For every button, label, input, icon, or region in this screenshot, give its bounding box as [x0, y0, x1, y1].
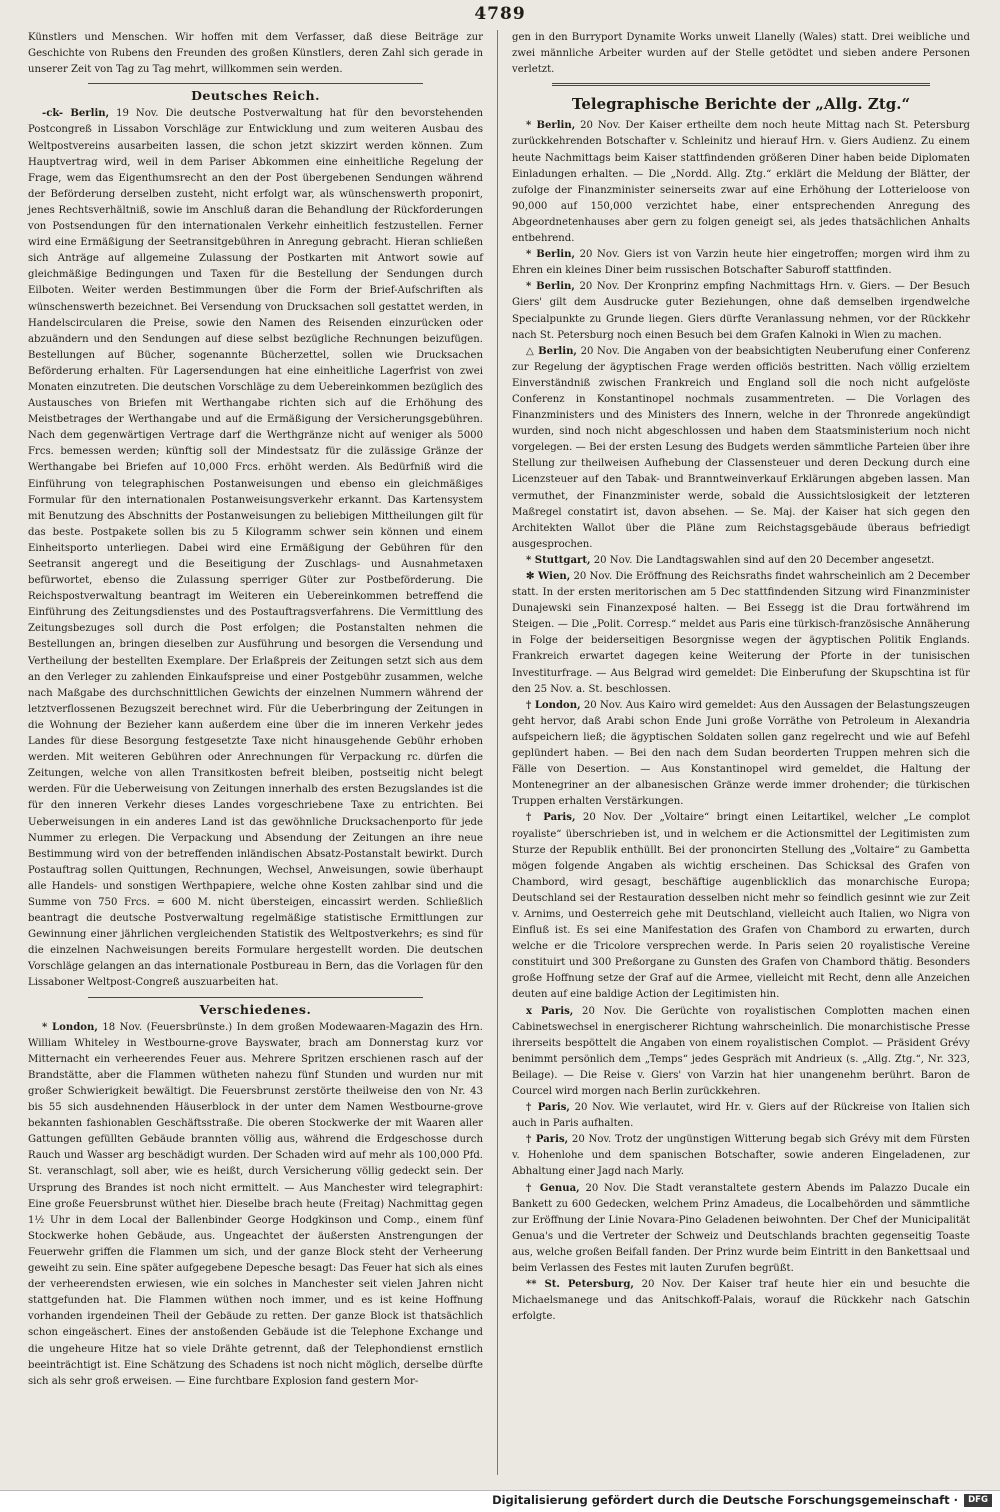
- dateline-place: ✻ Wien,: [526, 571, 571, 582]
- telegraph-report: [512, 1181, 970, 1278]
- section-heading-telegraphische-berichte: Telegraphische Berichte der „Allg. Ztg.“: [571, 95, 911, 114]
- left-intro-paragraph: Künstlers und Menschen. Wir hoffen mit dem Verfasser, daß diese Beiträge zur Geschichte von Rubens den Freunden des großen Künstlers, deren Zahl sich gerade in unserer Zeit von Tag zu Tag mehrt, willkommen sein werden.: [28, 32, 483, 76]
- telegraph-report: [512, 553, 970, 569]
- telegraph-report: [512, 569, 970, 698]
- report-body: 20 Nov. Die Eröffnung des Reichsraths findet wahrscheinlich am 2 December statt. In der ersten meritorischen am 5 Dec stattfindenden Sitzung wird Finanzminister Dunajewski sein Finanzexposé halten. — Bei Essegg ist die Drau fortwährend im Steigen. — Die „Polit. Corresp.“ meldet aus Paris eine türkisch-französische Annäherung in Folge der beiderseitigen Besorgnisse wegen der ägyptischen Politik Englands. Frankreich erwartet dagegen keine Weiterung der Pforte in der tunisischen Investiturfrage. — Aus Belgrad wird gemeldet: Die Einberufung der Skupschtina ist für den 25 Nov. a. St. beschlossen.: [512, 571, 970, 695]
- dateline-place: * Berlin,: [526, 281, 575, 293]
- dateline-place: * Berlin,: [526, 249, 575, 261]
- dateline-place: † Paris,: [526, 812, 576, 824]
- telegraph-report: [512, 698, 970, 811]
- dateline-place: † London,: [526, 699, 581, 711]
- dfg-logo: DFG: [964, 1494, 992, 1507]
- telegraph-report: [512, 1004, 970, 1101]
- report-body: 20 Nov. Aus Kairo wird gemeldet: Aus den Aussagen der Belastungszeugen geht hervor, daß Arabi schon Ende Juni große Vorräthe von Petroleum in Alexandria aufspeichern ließ; die ägyptischen Soldaten sollen ganz regelrecht und wie auf Befehl geplündert haben. — Bei den nach dem Sudan beorderten Truppen mehren sich die Fälle von Desertion. — Aus Konstantinopel wird gemeldet, die Haltung der Montenegriner an der albanesischen Gränze werde immer drohender; die türkischen Truppen erhalten Verstärkungen.: [512, 699, 970, 808]
- page-number: 4789: [474, 4, 526, 24]
- telegraph-report: [512, 118, 970, 247]
- telegraph-report: [512, 1100, 970, 1132]
- report-body: 20 Nov. Giers ist von Varzin heute hier eingetroffen; morgen wird ihm zu Ehren ein kleines Diner beim russischen Botschafter Saburoff stattfinden.: [512, 249, 970, 277]
- left-column: [28, 30, 483, 1390]
- report-body: 20 Nov. Die Angaben von der beabsichtigten Neuberufung einer Conferenz zur Regelung der ägyptischen Frage werden officiös bestritten. Nach völlig erzieltem Einverständniß zwischen Frankreich und England soll die noch nicht aufgelöste Conferenz in Konstantinopel nochmals zusammentreten. — Die Vorlagen des Finanzministers und des Ministers des Innern, welche in der Thronrede angekündigt wurden, sind noch nicht abgeschlossen und haben dem Staatsministerium noch nicht vorgelegen. — Bei der ersten Lesung des Budgets werden sämmtliche Parteien über ihre Stellung zur theilweisen Aufhebung der Classensteuer und deren Deckung durch eine Licenzsteuer auf den Tabak- und Branntweinverkauf Erklärungen abgeben lassen. Man vermuthet, der Finanzminister werde, sobald die Aussichtslosigkeit der letzteren Maßregel constatirt ist, davon absehen. — Se. Maj. der Kaiser hat sich gegen den Architekten Wallot über die Pläne zum Reichstagsgebäude überaus befriedigt ausgesprochen.: [512, 345, 970, 550]
- dateline-place: * Stuttgart,: [526, 554, 591, 566]
- dateline-place: △ Berlin,: [526, 345, 577, 357]
- article-berlin-post: [28, 106, 483, 991]
- report-body: 20 Nov. Wie verlautet, wird Hr. v. Giers auf der Rückreise von Italien sich auch in Paris aufhalten.: [512, 1102, 970, 1130]
- telegraph-report: [512, 344, 970, 553]
- report-body: 20 Nov. Die Stadt veranstaltete gestern Abends im Palazzo Ducale ein Bankett zu 600 Gedecken, welchem Prinz Amadeus, die Localbehörden und sämmtliche zur Eröffnung der Linie Novara-Pino Geladenen beiwohnten. Der Chef der Municipalität Genua's und die Vertreter der Schweiz und Deutschlands brachten gegenseitig Toaste aus, welche großen Beifall fanden. Der Prinz wurde beim Eintritt in den Bankettsaal und beim Verlassen des Festes mit lauten Zurufen begrüßt.: [512, 1182, 970, 1275]
- dateline-place: -ck- Berlin,: [42, 108, 110, 120]
- article-london-fire: [28, 1020, 483, 1390]
- article-body: 19 Nov. Die deutsche Postverwaltung hat für den bevorstehenden Postcongreß in Lissabon Vorschläge zur Entwicklung und zum weiteren Ausbau des Weltpostvereins ausarbeiten lassen, die schon jetzt skizzirt werden können. Zum Hauptvertrag wird, weil in dem Pariser Abkommen eine einheitliche Regelung der Frage, wem das Eigenthumsrecht an den der Post übergebenen Sendungen während der Beförderung derselben zusteht, nicht erfolgt war, als wünschenswerth proponirt, jenes Rechtsverhältniß, sowie im Anschluß daran die Behandlung der Rückforderungen von Postsendungen für den internationalen Verkehr einheitlich festzustellen. Ferner wird eine Ermäßigung der Seetransitgebühren in Anregung gebracht. Hieran schließen sich Anträge auf allgemeine Zulassung der Postkarten mit Antwort sowie auf gleichmäßige Bedingungen und Taxen für die Bestellung der Sendungen durch Eilboten. Weiter werden Bestimmungen über die Form der Brief-Aufschriften als wünschenswerth bezeichnet. Bei Versendung von Drucksachen soll gestattet werden, in Handelscircularen die Preise, sowie den Namen des Reisenden einzurücken oder abzuändern und den Sendungen auf diese selbst bezügliche Rechnungen beizufügen. Bestellungen auf Bücher, sogenannte Bücherzettel, sollen wie Drucksachen Beförderung erhalten. Für Lagersendungen hat eine einheitliche Lagerfrist von zwei Monaten einzutreten. Die deutschen Vorschläge zu dem Uebereinkommen bezüglich des Austausches von Briefen mit Werthangabe richten sich auf die Erhöhung des Meistbetrages der Werthangabe und auf die Ermäßigung der Versicherungsgebühren. Nach dem gegenwärtigen Vertrage darf die Werthgränze nicht auf weniger als 5000 Frcs. bemessen werden; künftig soll der Mindestsatz für die zulässige Gränze der Werthangabe bei Briefen auf 10,000 Frcs. erhöht werden. Als Bedürfniß wird die Einführung von telegraphischen Postanweisungen und ebenso ein gleichmäßiges Formular für den internationalen Postanweisungsverkehr erkannt. Das Kartensystem mit Benutzung des Abschnitts der Postanweisungen zu beliebigen Mittheilungen gilt für das beste. Postpakete sollen bis zu 5 Kilogramm schwer sein können und einem Einheitsporto unterliegen. Dabei wird eine Ermäßigung der Gebühren für den Seetransit angeregt und die Beseitigung der Zuschlags- und Ausnahmetaxen befürwortet, ebenso die Zulassung sperriger Güter zur Postbeförderung. Die Reichspostverwaltung beantragt im Weiteren ein Uebereinkommen betreffend die Einführung des Zeitungsdienstes und des Postauftragsverfahrens. Die Vermittlung des Zeitungsbezuges soll durch die Post erfolgen; die Postanstalten nehmen die Bestellungen an, bringen dieselben zur Ausführung und besorgen die Versendung und Vertheilung der bestellten Exemplare. Der Erlaßpreis der Zeitungen setzt sich aus dem an den Verleger zu zahlenden Einkaufspreise und einer Postgebühr zusammen, welche nach Maßgabe des durchschnittlichen Gewichts der einzelnen Nummern während der letztverflossenen Bezugszeit berechnet wird. Für die Ueberbringung der Zeitungen in die Wohnung der Bezieher kann außerdem eine über die im inneren Verkehr jedes Landes für diese Besorgung festgesetzte Taxe nicht hinausgehende Gebühr erhoben werden. Mit weiteren Gebühren oder Anrechnungen für Verpackung rc. dürfen die Zeitungen, welche von allen Transitkosten befreit bleiben, postseitig nicht belegt werden. Für die Ueberweisung von Zeitungen innerhalb des ersten Bezugslandes ist die für den inneren Verkehr dieses Landes vorgeschriebene Taxe zu entrichten. Bei Ueberweisungen in ein anderes Land ist das gewöhnliche Drucksachenporto für jede Nummer zu erlegen. Die Verpackung und Absendung der Zeitungen an ihre neue Bestimmung wird von der betreffenden inländischen Absatz-Postanstalt bewirkt. Durch Postauftrag sollen Quittungen, Rechnungen, Wechsel, Anweisungen, sowie überhaupt alle Handels- und sonstigen Werthpapiere, welche ohne Kosten zahlbar sind und die Summe von 750 Frcs. = 600 M. nicht übersteigen, eincassirt werden. Schließlich beantragt die deutsche Postverwaltung regelmäßige statistische Ermittlungen zur Gewinnung einer jährlichen vergleichenden Statistik des Weltpostverkehrs; es sind für die einzelnen Nachweisungen bereits Formulare hergestellt worden. Die deutschen Vorschläge gelangen an das internationale Postbureau in Bern, das die Vorlagen für den Lissaboner Weltpost-Congreß auszuarbeiten hat.: [28, 108, 484, 989]
- section-divider: [88, 83, 423, 84]
- telegraph-report: [512, 1132, 970, 1180]
- dateline-place: x Paris,: [526, 1005, 574, 1017]
- telegraph-report: [512, 1277, 970, 1325]
- dateline-place: * Berlin,: [526, 120, 576, 132]
- column-divider: [497, 30, 498, 1475]
- report-body: 20 Nov. Der Kronprinz empfing Nachmittags Hrn. v. Giers. — Der Besuch Giers' gilt dem Ausdrucke guter Beziehungen, ohne daß demselben irgendwelche Specialpunkte zu Grunde liegen. Giers dürfte Veranlassung nehmen, vor der Rückkehr nach St. Petersburg noch einen Besuch bei dem Grafen Kalnoki in Wien zu machen.: [512, 281, 970, 341]
- telegraph-report: [512, 247, 970, 279]
- section-heading-deutsches-reich: Deutsches Reich.: [191, 88, 320, 104]
- report-body: 20 Nov. Der Kaiser ertheilte dem noch heute Mittag nach St. Petersburg zurückkehrenden Botschafter v. Schleinitz und hierauf Hrn. v. Giers Audienz. Zu einem heute Nachmittags beim Kaiser stattfindenden größeren Diner haben beide Diplomaten Einladungen erhalten. — Die „Nordd. Allg. Ztg.“ erklärt die Meldung der Blätter, der zufolge der Finanzminister seinerseits zwar auf eine Erhöhung der Lotterieloose von 90,000 auf 150,000 verzichtet habe, einer entsprechenden Anregung des Abgeordnetenhauses aber gern zu folgen geneigt sei, als jedes thatsächlichen Anhalts entbehrend.: [512, 120, 970, 245]
- telegraph-reports: [512, 118, 970, 1325]
- report-body: 20 Nov. Die Gerüchte von royalistischen Complotten machen einen Cabinetswechsel in energischerer Richtung wahrscheinlich. Die monarchistische Presse ihrerseits bespöttelt die Angaben von einem royalistischen Complot. — Präsident Grévy benimmt persönlich dem „Temps“ jedes Gespräch mit Andrieux (s. „Allg. Ztg.“, Nr. 323, Beilage). — Die Reise v. Giers' von Varzin hat hier unangenehm berührt. Baron de Courcel wird morgen nach Berlin zurückkehren.: [512, 1005, 970, 1097]
- report-body: 20 Nov. Der „Voltaire“ bringt einen Leitartikel, welcher „Le complot royaliste“ überschrieben ist, und in welchem er die Actionsmittel der Legitimisten zum Sturze der Republik enthüllt. Bei der prononcirten Stellung des „Voltaire“ zu Gambetta mögen folgende Angaben als wichtig erscheinen. Das Schicksal des Grafen von Chambord, wird gesagt, beschäftige augenblicklich das monarchische Europa; Deutschland sei der Restauration desselben nicht mehr so feindlich gesinnt wie zur Zeit v. Arnims, und Oesterreich gehe mit Deutschland, vielleicht auch Italien, wo Nigra von Einfluß ist. Es sei eine Manifestation des Grafen von Chambord zu erwarten, durch welche er die Tricolore versprechen werde. In Paris seien 20 royalistische Vereine constituirt und 300 Preßorgane zu Gunsten des Grafen von Chambord thätig. Besonders große Hoffnung setze der Graf auf die Armee, vielleicht mit Recht, denn alle Anzeichen deuten auf eine baldige Action der Legitimisten hin.: [512, 812, 970, 1001]
- article-body: 18 Nov. (Feuersbrünste.) In dem großen Modewaaren-Magazin des Hrn. William Whiteley in Westbourne-grove Bayswater, brach am Donnerstag kurz vor Mitternacht ein verheerendes Feuer aus. Mehrere Spritzen erschienen rasch auf der Brandstätte, aber die Flammen wütheten nahezu fünf Stunden und wurden nur mit großer Schwierigkeit bewältigt. Die Feuersbrunst zerstörte theilweise den von Nr. 43 bis 55 sich ausdehnenden Häuserblock in der unter dem Namen Westbourne-grove bekannten fashionablen Geschäftsstraße. Die oberen Stockwerke der mit Waaren aller Gattungen gefüllten Gebäude brannten völlig aus, während die Erdgeschosse durch Rauch und Wasser arg beschädigt wurden. Der Schaden wird auf mehr als 100,000 Pfd. St. veranschlagt, soll aber, wie es heißt, durch Versicherung völlig gedeckt sein. Der Ursprung des Brandes ist noch nicht ermittelt. — Aus Manchester wird telegraphirt: Eine große Feuersbrunst wüthet hier. Dieselbe brach heute (Freitag) Nachmittag gegen 1½ Uhr in dem Local der Ballenbinder George Hodgkinson und Comp., einem fünf Stockwerke hohen Gebäude, aus. Ungeachtet der äußersten Anstrengungen der Feuerwehr griffen die Flammen um sich, und der ganze Block steht der Verheerung geweiht zu sein. Eine später aufgegebene Depesche besagt: Das Feuer hat sich als eines der verheerendsten erwiesen, wie ein solches in Manchester seit vielen Jahren nicht stattgefunden hat. Die Flammen wüthen noch immer, und es ist keine Hoffnung vorhanden irgendeinen Theil der Gebäude zu retten. Der ganze Block ist thatsächlich schon eingeäschert. Eines der anstoßenden Gebäude ist die Telephone Exchange und die ungeheure Hitze hat so viele Drähte getrennt, daß der Telephondienst ernstlich beeinträchtigt ist. Eine Schätzung des Schadens ist noch nicht möglich, derselbe dürfte sich als sehr groß erweisen. — Eine furchtbare Explosion fand gestern Mor-: [28, 1021, 483, 1387]
- right-column: [512, 30, 970, 1325]
- telegraph-report: [512, 279, 970, 343]
- telegraph-report: [512, 810, 970, 1003]
- footer-bar: [0, 1490, 1000, 1512]
- report-body: 20 Nov. Trotz der ungünstigen Witterung begab sich Grévy mit dem Fürsten v. Hohenlohe und dem spanischen Botschafter, sowie anderen Eingeladenen, zur Abhaltung einer Jagd nach Marly.: [512, 1134, 970, 1178]
- dateline-place: † Paris,: [526, 1134, 569, 1146]
- dateline-place: ** St. Petersburg,: [526, 1279, 634, 1291]
- dateline-place: † Paris,: [526, 1102, 570, 1114]
- right-intro-paragraph: gen in den Burryport Dynamite Works unweit Llanelly (Wales) statt. Drei weibliche und zwei männliche Arbeiter wurden auf der Stelle getödtet und sieben andere Personen verletzt.: [512, 32, 970, 76]
- report-body: 20 Nov. Die Landtagswahlen sind auf den 20 December angesetzt.: [593, 554, 935, 566]
- dateline-place: * London,: [42, 1021, 98, 1033]
- section-divider: [552, 83, 930, 86]
- section-heading-verschiedenes: Verschiedenes.: [199, 1001, 312, 1017]
- footer-credit: Digitalisierung gefördert durch die Deutsche Forschungsgemeinschaft ·: [492, 1493, 958, 1507]
- dateline-place: † Genua,: [526, 1182, 580, 1194]
- report-body: 20 Nov. Der Kaiser traf heute hier ein und besuchte die Michaelsmanege und das Anitschkoff-Palais, worauf die Rückkehr nach Gatschin erfolgte.: [512, 1279, 970, 1323]
- section-divider: [88, 997, 423, 998]
